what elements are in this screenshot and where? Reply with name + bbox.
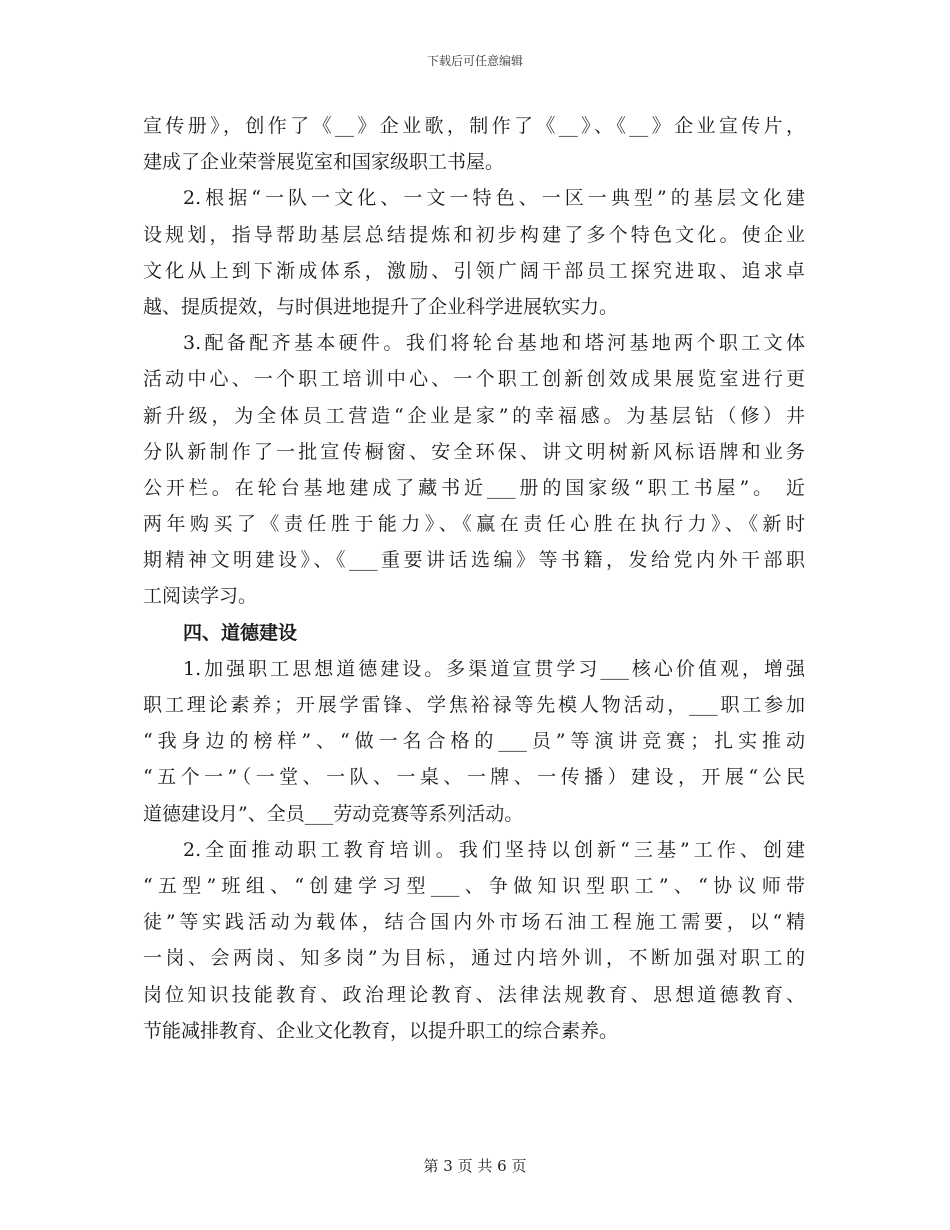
paragraph-line: 1.加强职工思想道德建设。多渠道宣贯学习___核心价值观，增强 [183,657,805,680]
paragraph-line: 3.配备配齐基本硬件。我们将轮台基地和塔河基地两个职工文体 [183,332,805,355]
paragraph-line: 文化从上到下渐成体系，激励、引领广阔干部员工探究进取、追求卓 [143,259,805,282]
paragraph-line: 一岗、会两岗、知多岗”为目标，通过内培外训，不断加强对职工的 [143,947,805,970]
paragraph-line: 2.全面推动职工教育培训。我们坚持以创新“三基”工作、创建 [183,838,805,861]
paragraph-line: “五型”班组、“创建学习型___、争做知识型职工”、“协议师带 [143,874,805,897]
document-body [143,108,805,1049]
paragraph-line: 职工理论素养；开展学雷锋、学焦裕禄等先模人物活动，___职工参加 [143,694,805,716]
paragraph-line: 分队新制作了一批宣传橱窗、安全环保、讲文明树新风标语牌和业务 [143,440,805,463]
paragraph-line: 道德建设月”、全员___劳动竞赛等系列活动。 [143,802,524,825]
paragraph-line: 越、提质提效，与时俱进地提升了企业科学进展软实力。 [143,295,619,318]
paragraph-line: 工阅读学习。 [143,585,258,608]
paragraph-line: 2.根据“一队一文化、一文一特色、一区一典型”的基层文化建 [183,187,805,210]
paragraph-line: 节能减排教育、企业文化教育，以提升职工的综合素养。 [143,1019,619,1042]
paragraph-line: “我身边的榜样”、“做一名合格的___员”等演讲竞赛；扎实推动 [143,730,805,753]
page-header: 下载后可任意编辑 [426,54,523,68]
paragraph-line: 活动中心、一个职工培训中心、一个职工创新创效成果展览室进行更 [143,368,805,391]
paragraph-line: 徒”等实践活动为载体，结合国内外市场石油工程施工需要，以“精 [143,911,805,934]
paragraph-line: 期精神文明建设》、《___重要讲话选编》等书籍，发给党内外干部职 [143,549,805,572]
paragraph-line: 建成了企业荣誉展览室和国家级职工书屋。 [143,151,505,174]
paragraph-line: 公开栏。在轮台基地建成了藏书近___册的国家级“职工书屋”。 近 [143,476,805,499]
page-footer: 第 3 页 共 6 页 [423,1157,527,1175]
paragraph-line: “五个一”（一堂、一队、一桌、一牌、一传播）建设，开展“公民 [143,766,805,789]
paragraph-line: 岗位知识技能教育、政治理论教育、法律法规教育、思想道德教育、 [143,983,805,1006]
section-heading: 四、道德建设 [183,621,298,644]
paragraph-line: 两年购买了《责任胜于能力》、《赢在责任心胜在执行力》、《新时 [143,513,805,536]
paragraph-line: 设规划，指导帮助基层总结提炼和初步构建了多个特色文化。使企业 [143,223,805,246]
paragraph-line: 宣传册》，创作了《__》企业歌，制作了《__》、《__》企业宣传片， [143,115,805,137]
paragraph-line: 新升级，为全体员工营造“企业是家”的幸福感。为基层钻（修）井 [143,404,805,427]
